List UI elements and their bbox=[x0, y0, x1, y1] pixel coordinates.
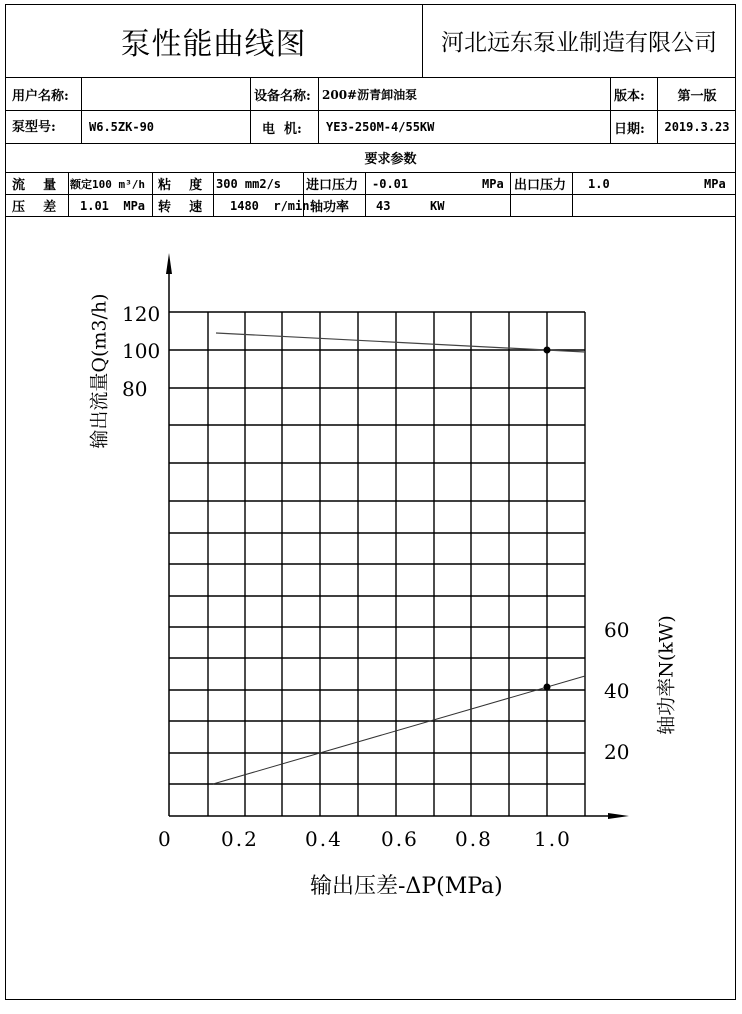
y-axis-arrow-icon bbox=[166, 253, 172, 274]
x-tick: 0.8 bbox=[455, 827, 493, 851]
outlet-pressure-label: 出口压力 bbox=[514, 178, 567, 193]
shaft-power-label: 轴功率 bbox=[310, 200, 350, 215]
pump-model-label: 泵型号: bbox=[12, 119, 56, 135]
company-name: 河北远东泵业制造有限公司 bbox=[441, 30, 717, 56]
shaft-power-unit: KW bbox=[430, 198, 445, 213]
motor-value: YE3-250M-4/55KW bbox=[326, 120, 435, 134]
pressure-diff-value: 1.01 MPa bbox=[80, 198, 146, 213]
y-right-tick: 40 bbox=[604, 679, 630, 703]
viscosity-value: 300 mm2/s bbox=[216, 176, 282, 191]
inlet-pressure-unit: MPa bbox=[482, 176, 504, 191]
power-rated-point bbox=[544, 684, 551, 691]
motor-label: 电 机: bbox=[262, 121, 302, 137]
y-left-tick: 80 bbox=[122, 377, 148, 401]
y-right-tick: 20 bbox=[604, 740, 630, 764]
requirements-title: 要求参数 bbox=[364, 152, 417, 167]
user-name-label: 用户名称: bbox=[12, 88, 69, 104]
y-right-tick: 60 bbox=[604, 618, 630, 642]
x-tick: 1.0 bbox=[534, 827, 572, 851]
chart-grid bbox=[169, 312, 585, 816]
y-left-tick: 120 bbox=[122, 302, 161, 326]
pressure-diff-label: 压 差 bbox=[12, 200, 57, 215]
speed-value: 1480 r/min bbox=[230, 198, 310, 213]
y-left-axis-label: 输出流量Q(m3/h) bbox=[88, 293, 111, 449]
x-tick: 0.6 bbox=[381, 827, 419, 851]
shaft-power-value: 43 bbox=[376, 198, 391, 213]
x-tick: 0.4 bbox=[305, 827, 343, 851]
page-title: 泵性能曲线图 bbox=[120, 26, 307, 62]
x-tick: 0 bbox=[158, 827, 171, 851]
power-curve bbox=[213, 676, 585, 784]
x-tick: 0.2 bbox=[221, 827, 259, 851]
outlet-pressure-value: 1.0 bbox=[588, 176, 610, 191]
viscosity-label: 粘 度 bbox=[158, 178, 203, 193]
flow-value: 额定100 m³/h bbox=[70, 177, 145, 191]
device-name-label: 设备名称: bbox=[254, 88, 311, 104]
device-name-value: 200#沥青卸油泵 bbox=[322, 87, 418, 102]
inlet-pressure-label: 进口压力 bbox=[306, 178, 359, 193]
version-value: 第一版 bbox=[677, 88, 717, 104]
chart-axes bbox=[169, 262, 620, 816]
outlet-pressure-unit: MPa bbox=[704, 176, 726, 191]
version-label: 版本: bbox=[614, 88, 645, 104]
flow-label: 流 量 bbox=[12, 178, 57, 193]
y-right-axis-label: 轴功率N(kW) bbox=[655, 615, 678, 735]
x-axis-label: 输出压差-ΔP(MPa) bbox=[310, 874, 503, 899]
y-left-tick: 100 bbox=[122, 339, 161, 363]
speed-label: 转 速 bbox=[158, 200, 203, 215]
x-axis-arrow-icon bbox=[608, 813, 629, 819]
date-value: 2019.3.23 bbox=[664, 120, 730, 134]
flow-curve bbox=[216, 333, 585, 352]
inlet-pressure-value: -0.01 bbox=[372, 176, 409, 191]
date-label: 日期: bbox=[614, 121, 645, 137]
flow-rated-point bbox=[544, 347, 551, 354]
pump-model-value: W6.5ZK-90 bbox=[89, 120, 155, 134]
